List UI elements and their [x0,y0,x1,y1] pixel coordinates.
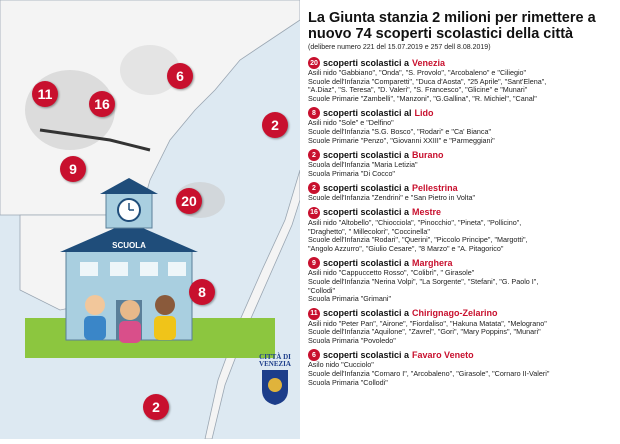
section-heading [308,308,614,320]
section-prefix: scoperti scolastici a [323,257,410,268]
page-title-line2: nuovo 74 scoperti scolastici della città [308,26,574,42]
map-marker-favaro: 6 [167,63,193,89]
count-badge: 8 [308,107,320,119]
section-prefix: scoperti scolastici a [323,149,410,160]
school-list-line: "Angolo Azzurro", "Giulio Cesare", "8 Marzo" e "A. Pitagorico" [308,243,504,253]
city-logo [250,354,300,411]
map-marker-marghera: 9 [60,156,86,182]
school-list-line: Scuola Primaria "Povoledo" [308,335,396,345]
section-place: Favaro Veneto [412,349,474,360]
section-pellestrina [308,182,614,203]
section-prefix: scoperti scolastici a [323,57,410,68]
school-list-line: Asili nido "Altobello", "Chiocciola", "Pinocchio", "Pineta", "Pollicino", [308,217,522,227]
school-list-line: Asili nido "Sole" e "Delfino" [308,118,394,128]
section-venezia [308,57,614,103]
section-prefix: scoperti scolastici a [323,207,410,218]
school-list-line: Scuole dell'Infanzia "Aquilone", "Zavrel", "Gori", "Mary Poppins", "Munari" [308,327,541,337]
section-marghera [308,257,614,303]
count-badge: 9 [308,257,320,269]
count-badge: 2 [308,182,320,194]
count-badge: 2 [308,149,320,161]
school-list-line: Scuole dell'Infanzia "Nerina Volpi", "La Sorgente", "Stefani", "G. Paolo I", [308,276,539,286]
school-list-line: Asili nido "Peter Pan", "Airone", "Fiordaliso", "Hakuna Matata", "Melograno" [308,318,547,328]
school-list-line: Scuole dell'Infanzia "Comparetti", "Duca d'Aosta", "25 Aprile", "Sant'Elena", [308,76,547,86]
school-list-line: Scuole dell'Infanzia "S.G. Bosco", "Rodari" e "Ca' Bianca" [308,126,492,136]
school-list-line: Scuola Primaria "Di Cocco" [308,168,395,178]
school-list-line: "A.Diaz", "S. Teresa", "D. Valeri", "S. Francesco", "Glicine" e "Munari" [308,85,528,95]
school-list-line: Scuole dell'Infanzia "Rodari", "Querini", "Piccolo Principe", "Margotti", [308,235,528,245]
school-list-line: Scuola Primaria "Grimani" [308,294,391,304]
section-favaro-veneto [308,349,614,387]
section-place: Marghera [412,257,453,268]
school-list-line: Scuole Primarie "Penzo", "Giovanni XXIII" e "Parmeggiani" [308,135,495,145]
count-badge: 20 [308,57,320,69]
section-burano [308,149,614,178]
count-badge: 6 [308,349,320,361]
section-lido [308,107,614,145]
section-place: Lido [414,107,434,118]
sections-list [308,57,614,387]
section-place: Chirignago-Zelarino [412,308,498,319]
school-list-line: Scuola dell'Infanzia "Maria Letizia" [308,160,418,170]
school-list-line: Asili nido "Cappuccetto Rosso", "Colibrì", " Girasole" [308,268,475,278]
count-badge: 16 [308,207,320,219]
lion-crest-icon [260,368,290,406]
school-list-line: "Draghetto", " Millecolori", "Coccinella" [308,226,430,236]
info-panel [308,10,614,391]
school-list-line: "Collodi" [308,285,336,295]
section-chirignago-zelarino [308,308,614,346]
page-subtitle: (delibere numero 221 del 15.07.2019 e 257 dell 8.08.2019) [308,44,491,51]
school-list-line: Scuole dell'Infanzia "Cornaro I", "Arcobaleno", "Girasole", "Cornaro II-Valeri" [308,369,550,379]
section-prefix: scoperti scolastici a [323,308,410,319]
section-prefix: scoperti scolastici al [323,107,412,118]
school-list-line: Scuola Primaria "Collodi" [308,377,388,387]
map-marker-burano: 2 [262,112,288,138]
school-list-line: Asilo nido "Cucciolo" [308,360,374,370]
section-mestre [308,207,614,253]
section-prefix: scoperti scolastici a [323,349,410,360]
map-marker-chirignago: 11 [32,81,58,107]
section-place: Venezia [412,57,446,68]
map-marker-mestre: 16 [89,91,115,117]
school-list-line: Scuole Primarie "Zambelli", "Manzoni", "G.Gallina", "R. Michiel", "Canal" [308,93,537,103]
section-prefix: scoperti scolastici a [323,182,410,193]
page-title-line1: La Giunta stanzia 2 milioni per rimettere a [308,10,596,26]
logo-line2: VENEZIA [259,360,291,368]
school-list-line: Asili nido "Gabbiano", "Onda", "S. Provolo", "Arcobaleno" e "Ciliegio" [308,68,527,77]
logo-line1: CITTÀ DI [259,353,291,361]
school-list-line: Scuole dell'Infanzia "Zendrini" e "San Pietro in Volta" [308,193,476,203]
section-place: Mestre [412,207,442,218]
section-place: Burano [412,149,444,160]
school-sign: SCUOLA [112,241,146,250]
map-marker-lido: 8 [189,279,215,305]
map-marker-venezia: 20 [176,188,202,214]
count-badge: 11 [308,308,320,320]
map-marker-pellestrina: 2 [143,394,169,420]
section-place: Pellestrina [412,182,458,193]
